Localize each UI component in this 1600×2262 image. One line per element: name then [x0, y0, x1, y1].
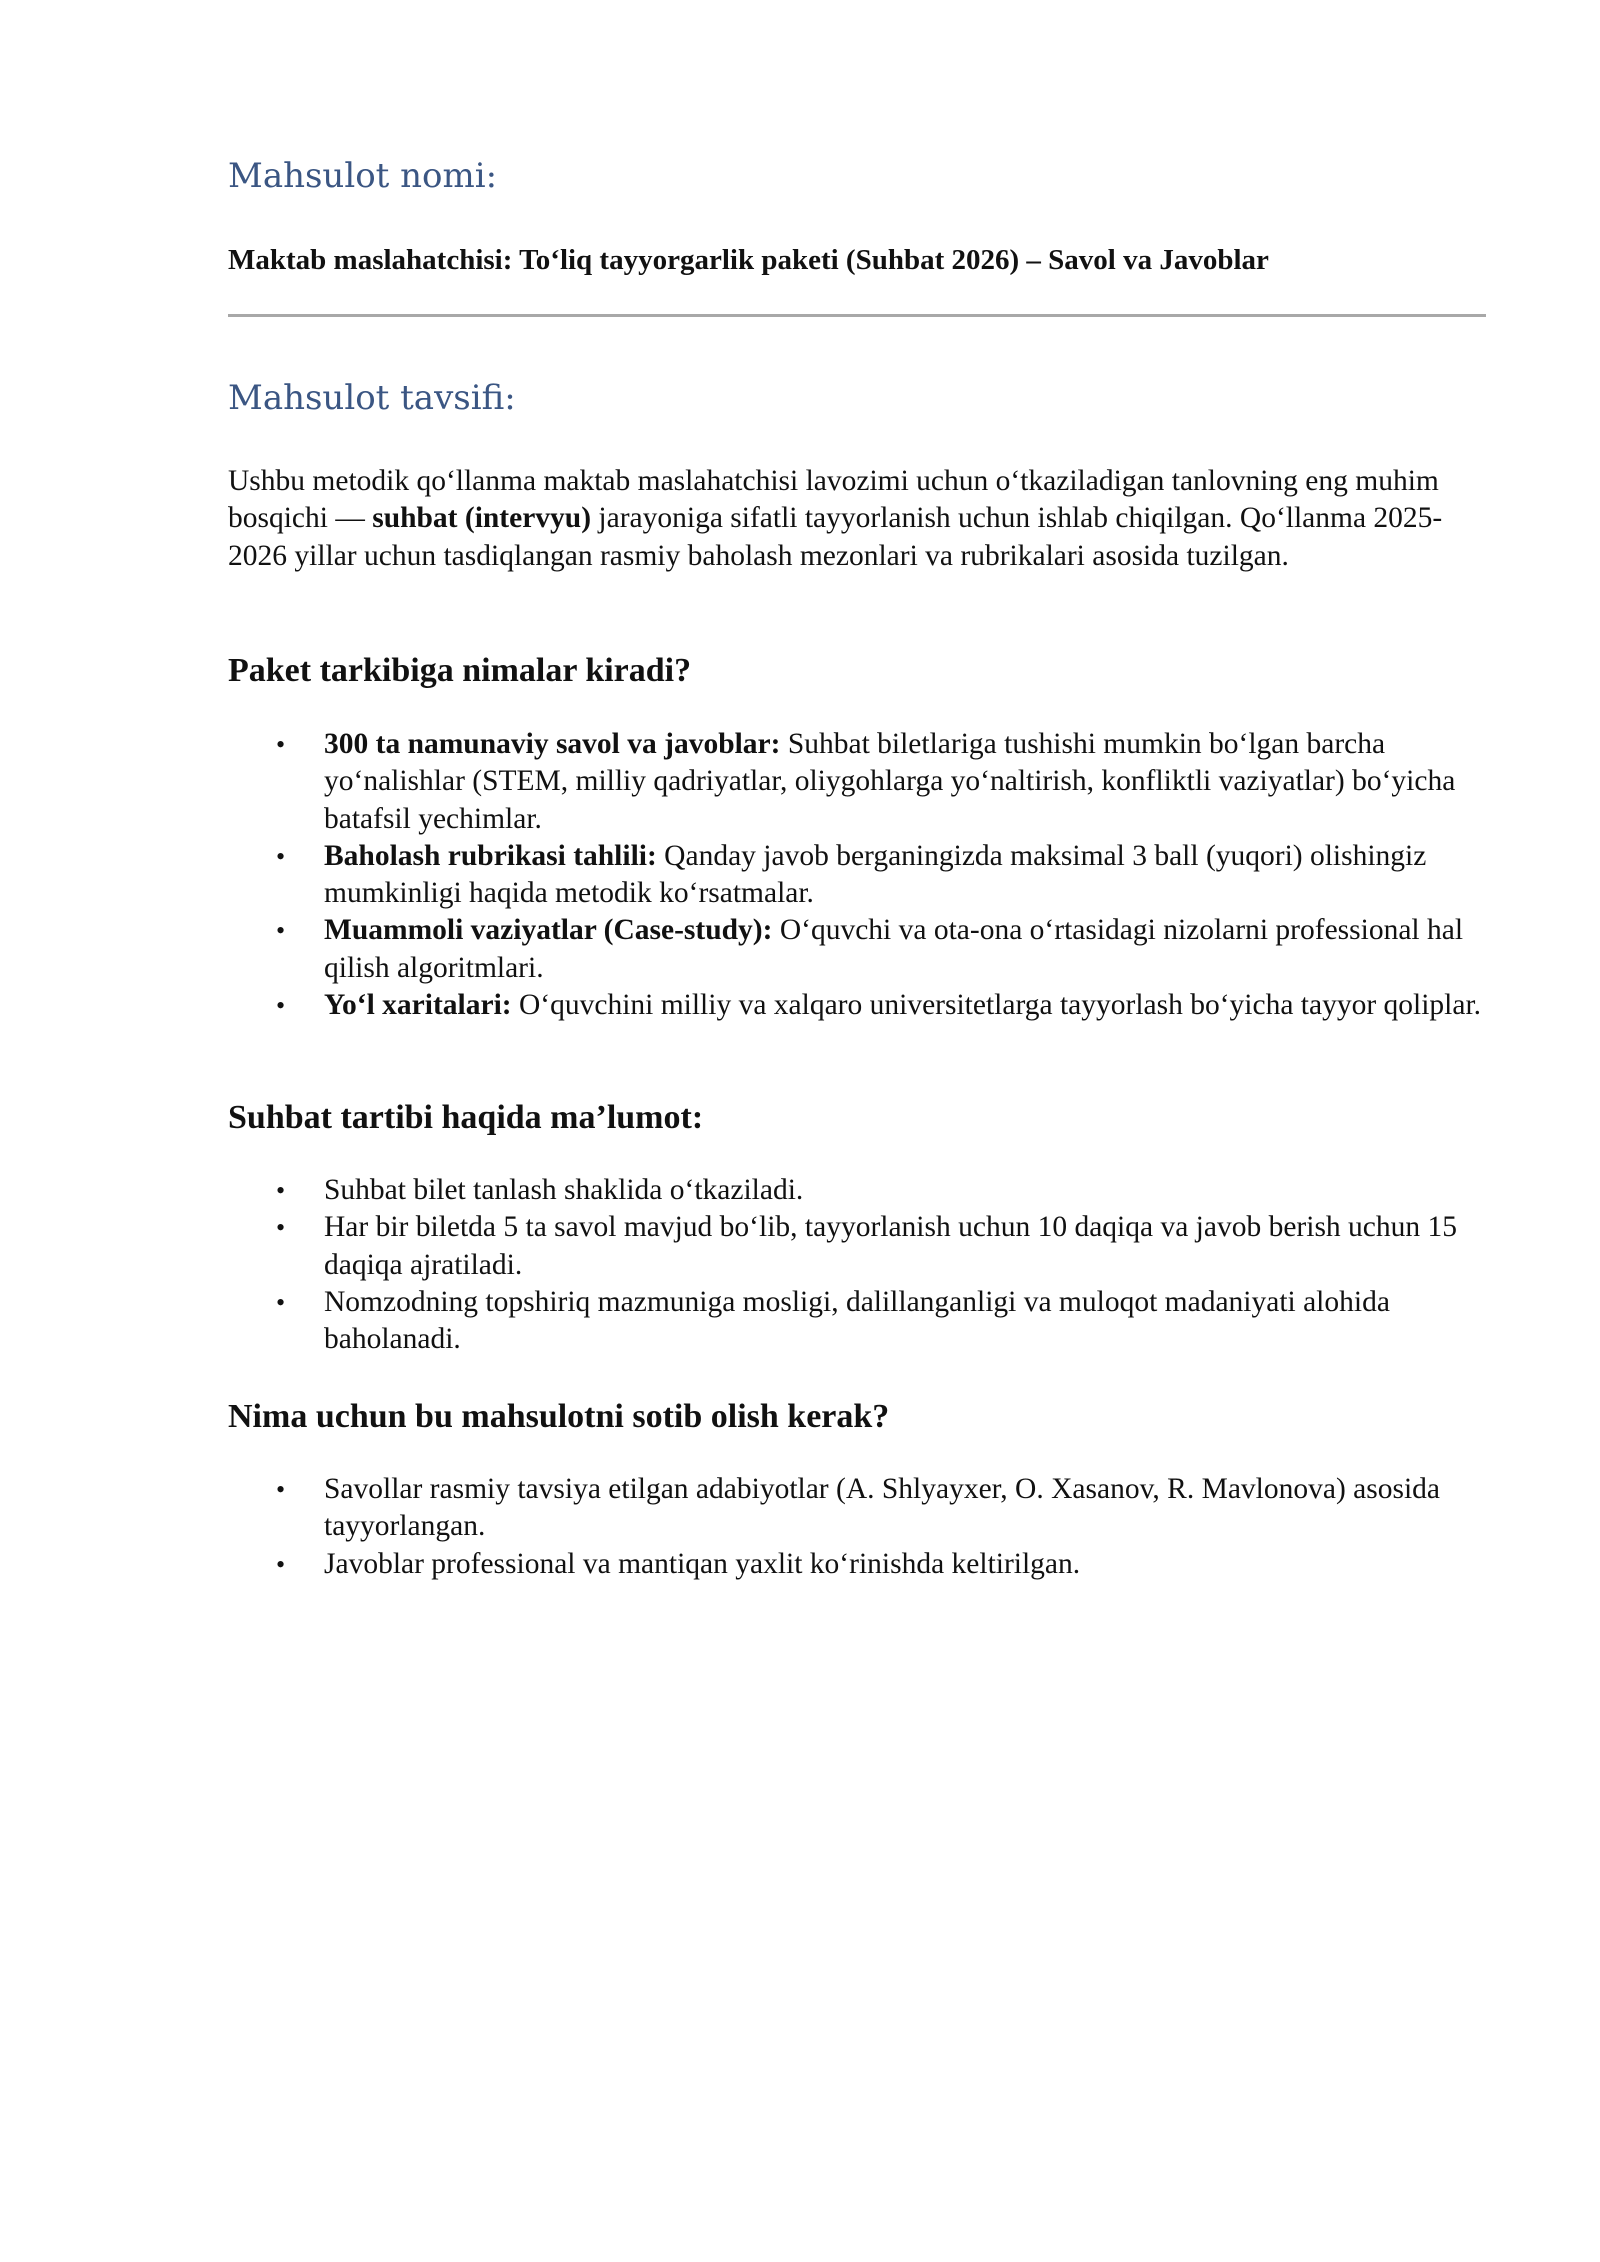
bullet-icon: •: [276, 1475, 286, 1504]
why-buy-heading: Nima uchun bu mahsulotni sotib olish kerak?: [228, 1398, 890, 1435]
bullet-icon: •: [276, 991, 286, 1021]
list-item-text: Har bir biletda 5 ta savol mavjud bo‘lib, tayyorlanish uchun 10 daqiqa va javob berish uchun 15 daqiqa ajratiladi.: [324, 1211, 1458, 1281]
list-item-text: Javoblar professional va mantiqan yaxlit ko‘rinishda keltirilgan.: [324, 1547, 1081, 1580]
list-item-text: Suhbat biletlariga tushishi mumkin bo‘lgan barcha yo‘nalishlar (STEM, milliy qadriyatlar, oliygohlarga yo‘naltirish, konfliktli vaziyatlar) bo‘yicha batafsil yechimlar.: [324, 728, 1456, 835]
product-name-heading: Mahsulot nomi:: [228, 156, 498, 196]
list-item: [228, 987, 1486, 1024]
interview-info-list: [228, 1172, 1486, 1358]
list-item-text: Savollar rasmiy tavsiya etilgan adabiyotlar (A. Shlyayxer, O. Xasanov, R. Mavlonova) asosida tayyorlangan.: [324, 1473, 1441, 1543]
product-description-heading: Mahsulot tavsifi:: [228, 378, 516, 418]
list-item-bold: Yo‘l xaritalari:: [324, 989, 512, 1022]
list-item: [228, 838, 1486, 913]
bullet-icon: •: [276, 841, 286, 871]
list-item: [228, 1284, 1486, 1359]
bullet-icon: •: [276, 916, 286, 946]
list-item-bold: Baholash rubrikasi tahlili:: [324, 839, 657, 872]
list-item: [228, 1546, 1486, 1583]
list-item-bold: Muammoli vaziyatlar (Case-study):: [324, 914, 773, 947]
bullet-icon: •: [276, 1549, 286, 1579]
product-title: Maktab maslahatchisi: To‘liq tayyorgarlik paketi (Suhbat 2026) – Savol va Javoblar: [228, 244, 1269, 276]
package-contents-heading: Paket tarkibiga nimalar kiradi?: [228, 652, 692, 689]
bullet-icon: •: [276, 1287, 286, 1317]
list-item: [228, 1172, 1486, 1209]
list-item-bold: 300 ta namunaviy savol va javoblar:: [324, 728, 781, 760]
list-item: [228, 726, 1486, 838]
product-description-paragraph: [228, 463, 1486, 575]
list-item: [228, 1209, 1486, 1284]
intro-text-before: Ushbu metodik qo‘llanma maktab maslahatchisi lavozimi uchun o‘tkaziladigan tanlovning eng muhim bosqichi —: [228, 465, 1439, 535]
intro-text-bold: suhbat (intervyu): [372, 502, 592, 535]
list-item-text: Suhbat bilet tanlash shaklida o‘tkaziladi.: [324, 1174, 804, 1206]
list-item: [228, 912, 1486, 987]
list-item-text: Qanday javob berganingizda maksimal 3 ball (yuqori) olishingiz mumkinligi haqida metodik ko‘rsatmalar.: [324, 839, 1427, 910]
interview-info-heading: Suhbat tartibi haqida ma’lumot:: [228, 1099, 704, 1136]
list-item-text: O‘quvchini milliy va xalqaro universitetlarga tayyorlash bo‘yicha tayyor qoliplar.: [511, 989, 1482, 1022]
intro-text-after: jarayoniga sifatli tayyorlanish uchun ishlab chiqilgan. Qo‘llanma 2025-2026 yillar uchun tasdiqlangan rasmiy baholash mezonlari va rubrikalari asosida tuzilgan.: [228, 502, 1443, 572]
horizontal-rule: [228, 314, 1486, 317]
bullet-icon: •: [276, 730, 286, 759]
list-item: [228, 1471, 1486, 1546]
list-item-text: Nomzodning topshiriq mazmuniga mosligi, dalillanganligi va muloqot madaniyati alohida baholanadi.: [324, 1285, 1390, 1356]
why-buy-list: [228, 1471, 1486, 1583]
bullet-icon: •: [276, 1176, 286, 1205]
bullet-icon: •: [276, 1213, 286, 1243]
list-item-text: O‘quvchi va ota-ona o‘rtasidagi nizolarni professional hal qilish algoritmlari.: [324, 914, 1464, 984]
package-contents-list: [228, 726, 1486, 1024]
